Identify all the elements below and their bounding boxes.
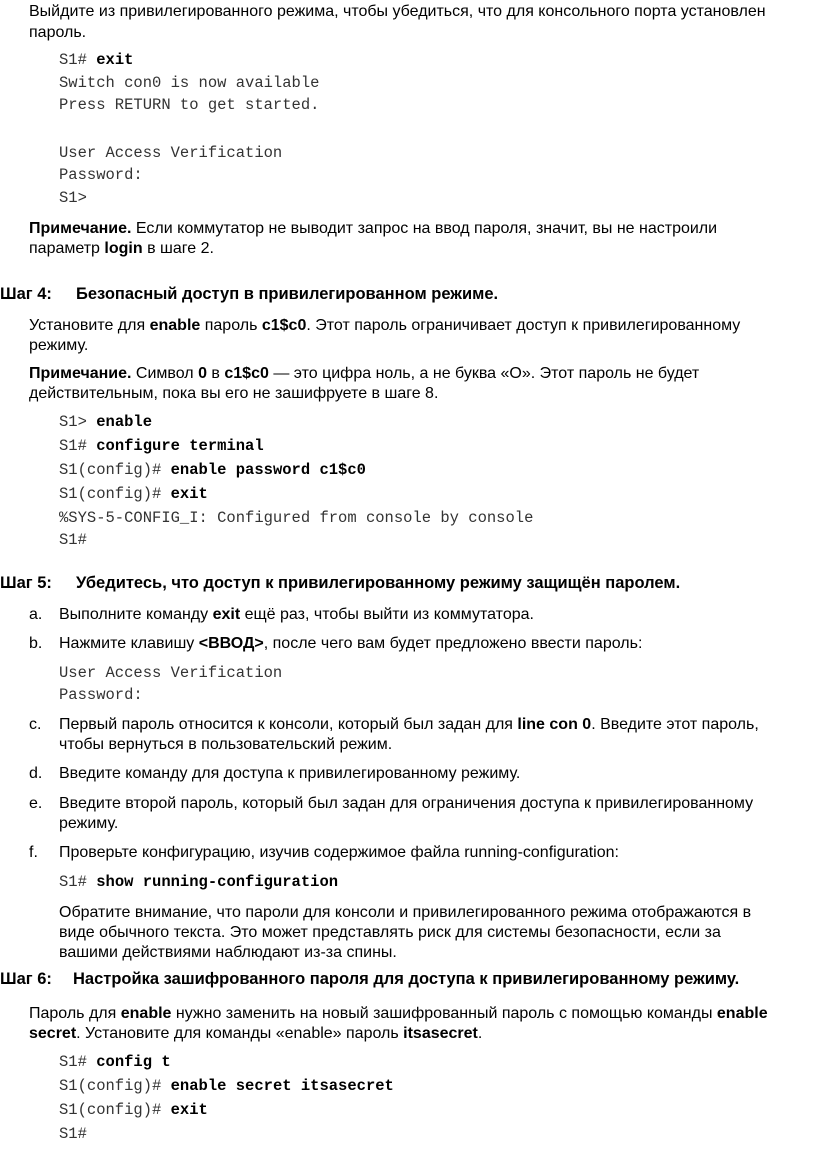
cli-line: S1>	[59, 189, 87, 207]
cli-command: exit	[170, 485, 208, 503]
cli-prompt: S1#	[59, 437, 97, 455]
paragraph-line	[29, 1024, 482, 1044]
text: нужно заменить на новый зашифрованный пароль с помощью команды	[171, 1005, 717, 1022]
cli-command: enable secret itsasecret	[170, 1077, 394, 1095]
step-number: Шаг 6:	[0, 970, 52, 988]
cli-line	[59, 872, 338, 892]
note-label: Примечание.	[29, 365, 132, 382]
text: .	[477, 1025, 483, 1042]
cli-command: config t	[96, 1053, 171, 1071]
text: Первый пароль относится к консоли, который был задан для	[59, 716, 518, 733]
cli-prompt: S1(config)#	[59, 1101, 171, 1119]
text: ещё раз, чтобы выйти из коммутатора.	[240, 606, 534, 623]
text: . Введите этот пароль,	[591, 716, 759, 733]
list-item	[59, 634, 642, 654]
cli-line: Switch con0 is now available	[59, 74, 320, 92]
note-keyword: login	[104, 240, 143, 257]
cli-prompt: S1(config)#	[59, 485, 171, 503]
text: . Установите для команды «enable» пароль	[76, 1025, 404, 1042]
cli-line	[59, 412, 152, 432]
cli-line	[59, 484, 208, 504]
cli-command: enable password c1$c0	[170, 461, 366, 479]
text: . Этот пароль ограничивает доступ к привилегированному	[306, 317, 741, 334]
paragraph-line	[29, 1004, 768, 1024]
cli-line	[59, 1076, 394, 1096]
cli-command: exit	[96, 51, 134, 69]
text: , после чего вам будет предложено ввести пароль:	[263, 635, 643, 652]
list-item	[59, 605, 534, 625]
step-number: Шаг 4:	[0, 285, 52, 303]
cli-line: S1#	[59, 1125, 87, 1143]
note-text: Если коммутатор не выводит запрос на ввод пароля, значит, вы не настроили	[131, 220, 718, 237]
cli-prompt: S1>	[59, 413, 97, 431]
keyword: itsasecret	[403, 1025, 478, 1042]
keyword: c1$c0	[261, 317, 307, 334]
note-line	[29, 364, 699, 384]
keyword: enable	[120, 1005, 172, 1022]
cli-command: enable	[96, 413, 153, 431]
cli-command: configure terminal	[96, 437, 264, 455]
note-label: Примечание.	[29, 220, 132, 237]
step-number: Шаг 5:	[0, 574, 52, 592]
list-marker: f.	[29, 844, 38, 861]
cli-line: Press RETURN to get started.	[59, 96, 320, 114]
cli-prompt: S1#	[59, 1053, 97, 1071]
list-marker: d.	[29, 765, 43, 782]
list-item: чтобы вернуться в пользовательский режим.	[59, 736, 393, 753]
list-item: Введите команду для доступа к привилегированному режиму.	[59, 765, 521, 782]
list-marker: b.	[29, 635, 43, 652]
text: Нажмите клавишу	[59, 635, 199, 652]
text: Пароль для	[29, 1005, 121, 1022]
keyword: c1$c0	[224, 365, 269, 382]
step-title: Безопасный доступ в привилегированном режиме.	[76, 285, 499, 303]
cli-command: show running-configuration	[96, 873, 339, 891]
cli-line	[59, 1100, 208, 1120]
step-title: Настройка зашифрованного пароля для доступа к привилегированному режиму.	[73, 970, 740, 988]
cli-line: Password:	[59, 166, 143, 184]
paragraph-line: режиму.	[29, 337, 89, 354]
cli-line: Password:	[59, 686, 143, 704]
text: в	[206, 365, 225, 382]
list-marker: a.	[29, 606, 43, 623]
note-line	[29, 239, 214, 259]
cli-line: S1#	[59, 531, 87, 549]
intro-line: Выйдите из привилегированного режима, чтобы убедиться, что для консольного порта установлен	[29, 3, 766, 20]
cli-line	[59, 460, 366, 480]
cli-line	[59, 436, 264, 456]
list-marker: c.	[29, 716, 42, 733]
note-text: параметр	[29, 240, 105, 257]
keyword: secret	[29, 1025, 77, 1042]
cli-line	[59, 1052, 171, 1072]
text: Установите для	[29, 317, 150, 334]
note-line	[29, 219, 717, 239]
text: — это цифра ноль, а не буква «О». Этот пароль не будет	[268, 365, 700, 382]
step-title: Убедитесь, что доступ к привилегированному режиму защищён паролем.	[76, 574, 681, 592]
note-line: Обратите внимание, что пароли для консоли и привилегированного режима отображаются в	[59, 904, 752, 921]
cli-prompt: S1#	[59, 873, 97, 891]
note-line: действительным, пока вы его не зашифруете в шаге 8.	[29, 385, 439, 402]
list-item: Введите второй пароль, который был задан для ограничения доступа к привилегированному	[59, 795, 754, 812]
keyword: 0	[198, 365, 207, 382]
cli-line: User Access Verification	[59, 144, 283, 162]
keyword: <ВВОД>	[198, 635, 264, 652]
cli-prompt: S1(config)#	[59, 461, 171, 479]
keyword: enable	[716, 1005, 768, 1022]
list-item: режиму.	[59, 815, 119, 832]
note-line: вашими действиями наблюдают из-за спины.	[59, 944, 397, 961]
paragraph-line	[29, 316, 740, 336]
list-marker: e.	[29, 795, 43, 812]
cli-line: User Access Verification	[59, 664, 283, 682]
text: Выполните команду	[59, 606, 213, 623]
cli-line: %SYS-5-CONFIG_I: Configured from console by console	[59, 509, 534, 527]
keyword: line con 0	[517, 716, 592, 733]
list-item	[59, 715, 759, 735]
intro-line: пароль.	[29, 24, 87, 41]
keyword: enable	[149, 317, 201, 334]
text: Символ	[131, 365, 199, 382]
cli-command: exit	[170, 1101, 208, 1119]
text: пароль	[200, 317, 262, 334]
note-line: виде обычного текста. Это может представлять риск для системы безопасности, если за	[59, 924, 721, 941]
keyword: exit	[212, 606, 241, 623]
cli-prompt: S1(config)#	[59, 1077, 171, 1095]
cli-prompt: S1#	[59, 51, 97, 69]
cli-line	[59, 50, 133, 70]
list-item: Проверьте конфигурацию, изучив содержимое файла running-configuration:	[59, 844, 619, 861]
note-text: в шаге 2.	[142, 240, 214, 257]
